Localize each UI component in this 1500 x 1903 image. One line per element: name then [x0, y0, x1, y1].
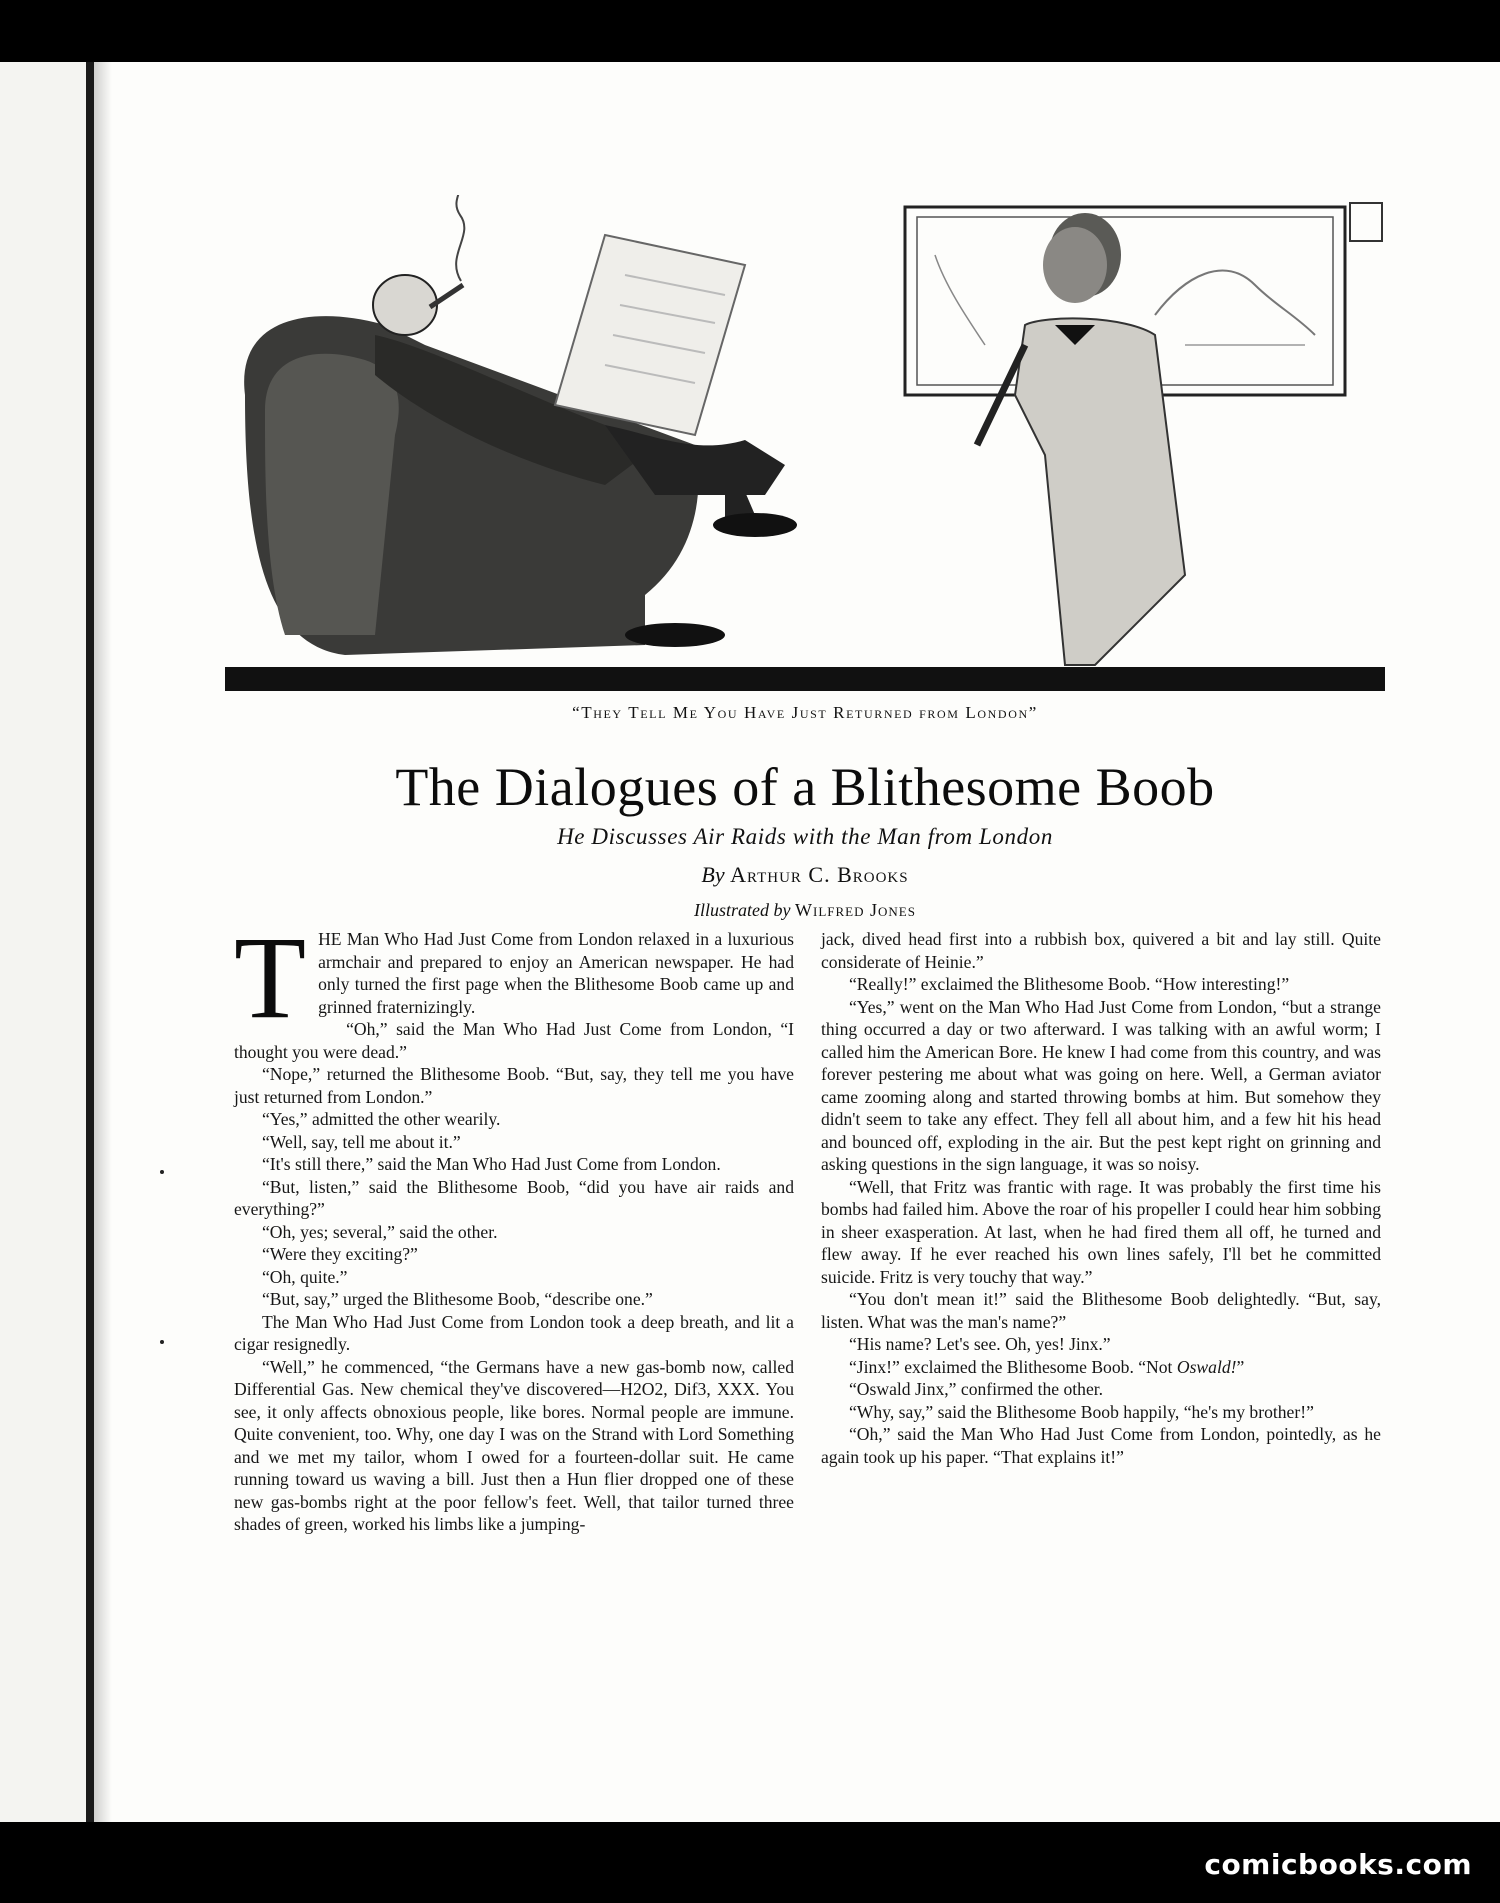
article-paragraph: “Were they exciting?” [262, 1244, 418, 1264]
site-watermark: comicbooks.com [1204, 1848, 1472, 1881]
article-paragraph: “Yes,” went on the Man Who Had Just Come from London, “but a strange thing occurred a day or two afterward. I was talking with an awful worm; I called him the American Bore. He knew I had come from this country, and was forever pestering me about what was going on here. Well, a German aviator came zooming along and started throwing bombs at him. But somehow they didn't seem to take any effect. They fell all about him, and a few hit his head and bounced off, exploding in the air. But the pest kept right on grinning and asking questions in the sign language, it was so noisy. [821, 996, 1381, 1174]
article-paragraph: “Really!” exclaimed the Blithesome Boob. “How interesting!” [849, 974, 1290, 994]
speck [160, 1340, 164, 1344]
article-paragraph: “Jinx!” exclaimed the Blithesome Boob. “Not Oswald!” [849, 1356, 1245, 1377]
article-paragraph: “It's still there,” said the Man Who Had Just Come from London. [262, 1154, 721, 1174]
article-paragraph: “Oh, yes; several,” said the other. [262, 1221, 498, 1242]
illustrator-credit [225, 900, 1385, 921]
article-column-right [821, 928, 1381, 1468]
illustration-caption: “They Tell Me You Have Just Returned from London” [572, 703, 1038, 722]
article-paragraph: “Well, say, tell me about it.” [262, 1131, 461, 1152]
article-paragraph: “Yes,” admitted the other wearily. [262, 1109, 501, 1129]
speck [160, 1170, 164, 1174]
page-gutter [86, 62, 94, 1822]
author-name: Arthur C. Brooks [730, 862, 909, 887]
article-paragraph: “Oswald Jinx,” confirmed the other. [849, 1379, 1104, 1399]
article-paragraph: “Oh,” said the Man Who Had Just Come from London, pointedly, as he again took up his paper. “That explains it!” [821, 1424, 1381, 1467]
article-paragraph: “Why, say,” said the Blithesome Boob happily, “he's my brother!” [849, 1401, 1314, 1422]
header-illustration [225, 195, 1385, 695]
cartoon-two-men-armchair-newspaper-pencil-icon [225, 195, 1385, 695]
facing-page-edge [0, 62, 86, 1822]
article-subtitle: He Discusses Air Raids with the Man from London [557, 824, 1053, 849]
article-paragraph: “Well,” he commenced, “the Germans have a new gas-bomb now, called Differential Gas. New chemical they've discovered—H2O2, Dif3, XXX. You see, it only affects obnoxious people, like bores. Normal people are immune. Quite convenient, too. Why, one day I was on the Strand with Lord Something and we met my tailor, whom I owed for a fourteen-dollar suit. He came running toward us waving a bill. Just then a Hun flier dropped one of these new gas-bombs right at the poor fellow's feet. Well, that tailor turned three shades of green, worked his limbs like a jumping- [234, 1356, 794, 1534]
illustrator-name: Wilfred Jones [795, 900, 916, 920]
article-paragraph: “Oh,” said the Man Who Had Just Come from London, “I thought you were dead.” [234, 1019, 794, 1062]
emphasis-name: Oswald! [1176, 1356, 1237, 1377]
article-paragraph: “Well, that Fritz was frantic with rage. It was probably the first time his bombs had failed him. Above the roar of his propeller I could hear him sobbing in sheer exasperation. At last, when he had fired them all off, he turned and flew away. If he ever reached his own lines safely, I'll bet he committed suicide. Fritz is very touchy that way.” [821, 1176, 1381, 1287]
article-paragraph: The Man Who Had Just Come from London took a deep breath, and lit a cigar resignedly. [234, 1311, 794, 1354]
article-paragraph: THE Man Who Had Just Come from London relaxed in a luxurious armchair and prepared to enjoy an American newspaper. He had only turned the first page when the Blithesome Boob came up and grinned fraternizingly. [234, 912, 794, 1043]
article-title: The Dialogues of a Blithesome Boob [395, 757, 1215, 817]
byline [225, 862, 1385, 888]
article-column-left [234, 912, 794, 1536]
article-paragraph: “Oh, quite.” [262, 1266, 348, 1287]
article-paragraph: “But, listen,” said the Blithesome Boob, “did you have air raids and everything?” [234, 1176, 794, 1219]
article-paragraph: “His name? Let's see. Oh, yes! Jinx.” [849, 1334, 1111, 1354]
byline-prefix: By [701, 862, 725, 887]
article-paragraph: “You don't mean it!” said the Blithesome Boob delightedly. “But, say, listen. What was the man's name?” [821, 1289, 1381, 1332]
article-paragraph: “Nope,” returned the Blithesome Boob. “But, say, they tell me you have just returned from London.” [234, 1064, 794, 1107]
article-paragraph: jack, dived head first into a rubbish box, quivered a bit and lay still. Quite considerate of Heinie.” [821, 929, 1381, 972]
drop-cap: T [234, 912, 307, 1043]
article-paragraph: “But, say,” urged the Blithesome Boob, “describe one.” [262, 1289, 653, 1309]
gutter-shadow [94, 62, 112, 1822]
illustrator-prefix: Illustrated by [694, 900, 791, 920]
